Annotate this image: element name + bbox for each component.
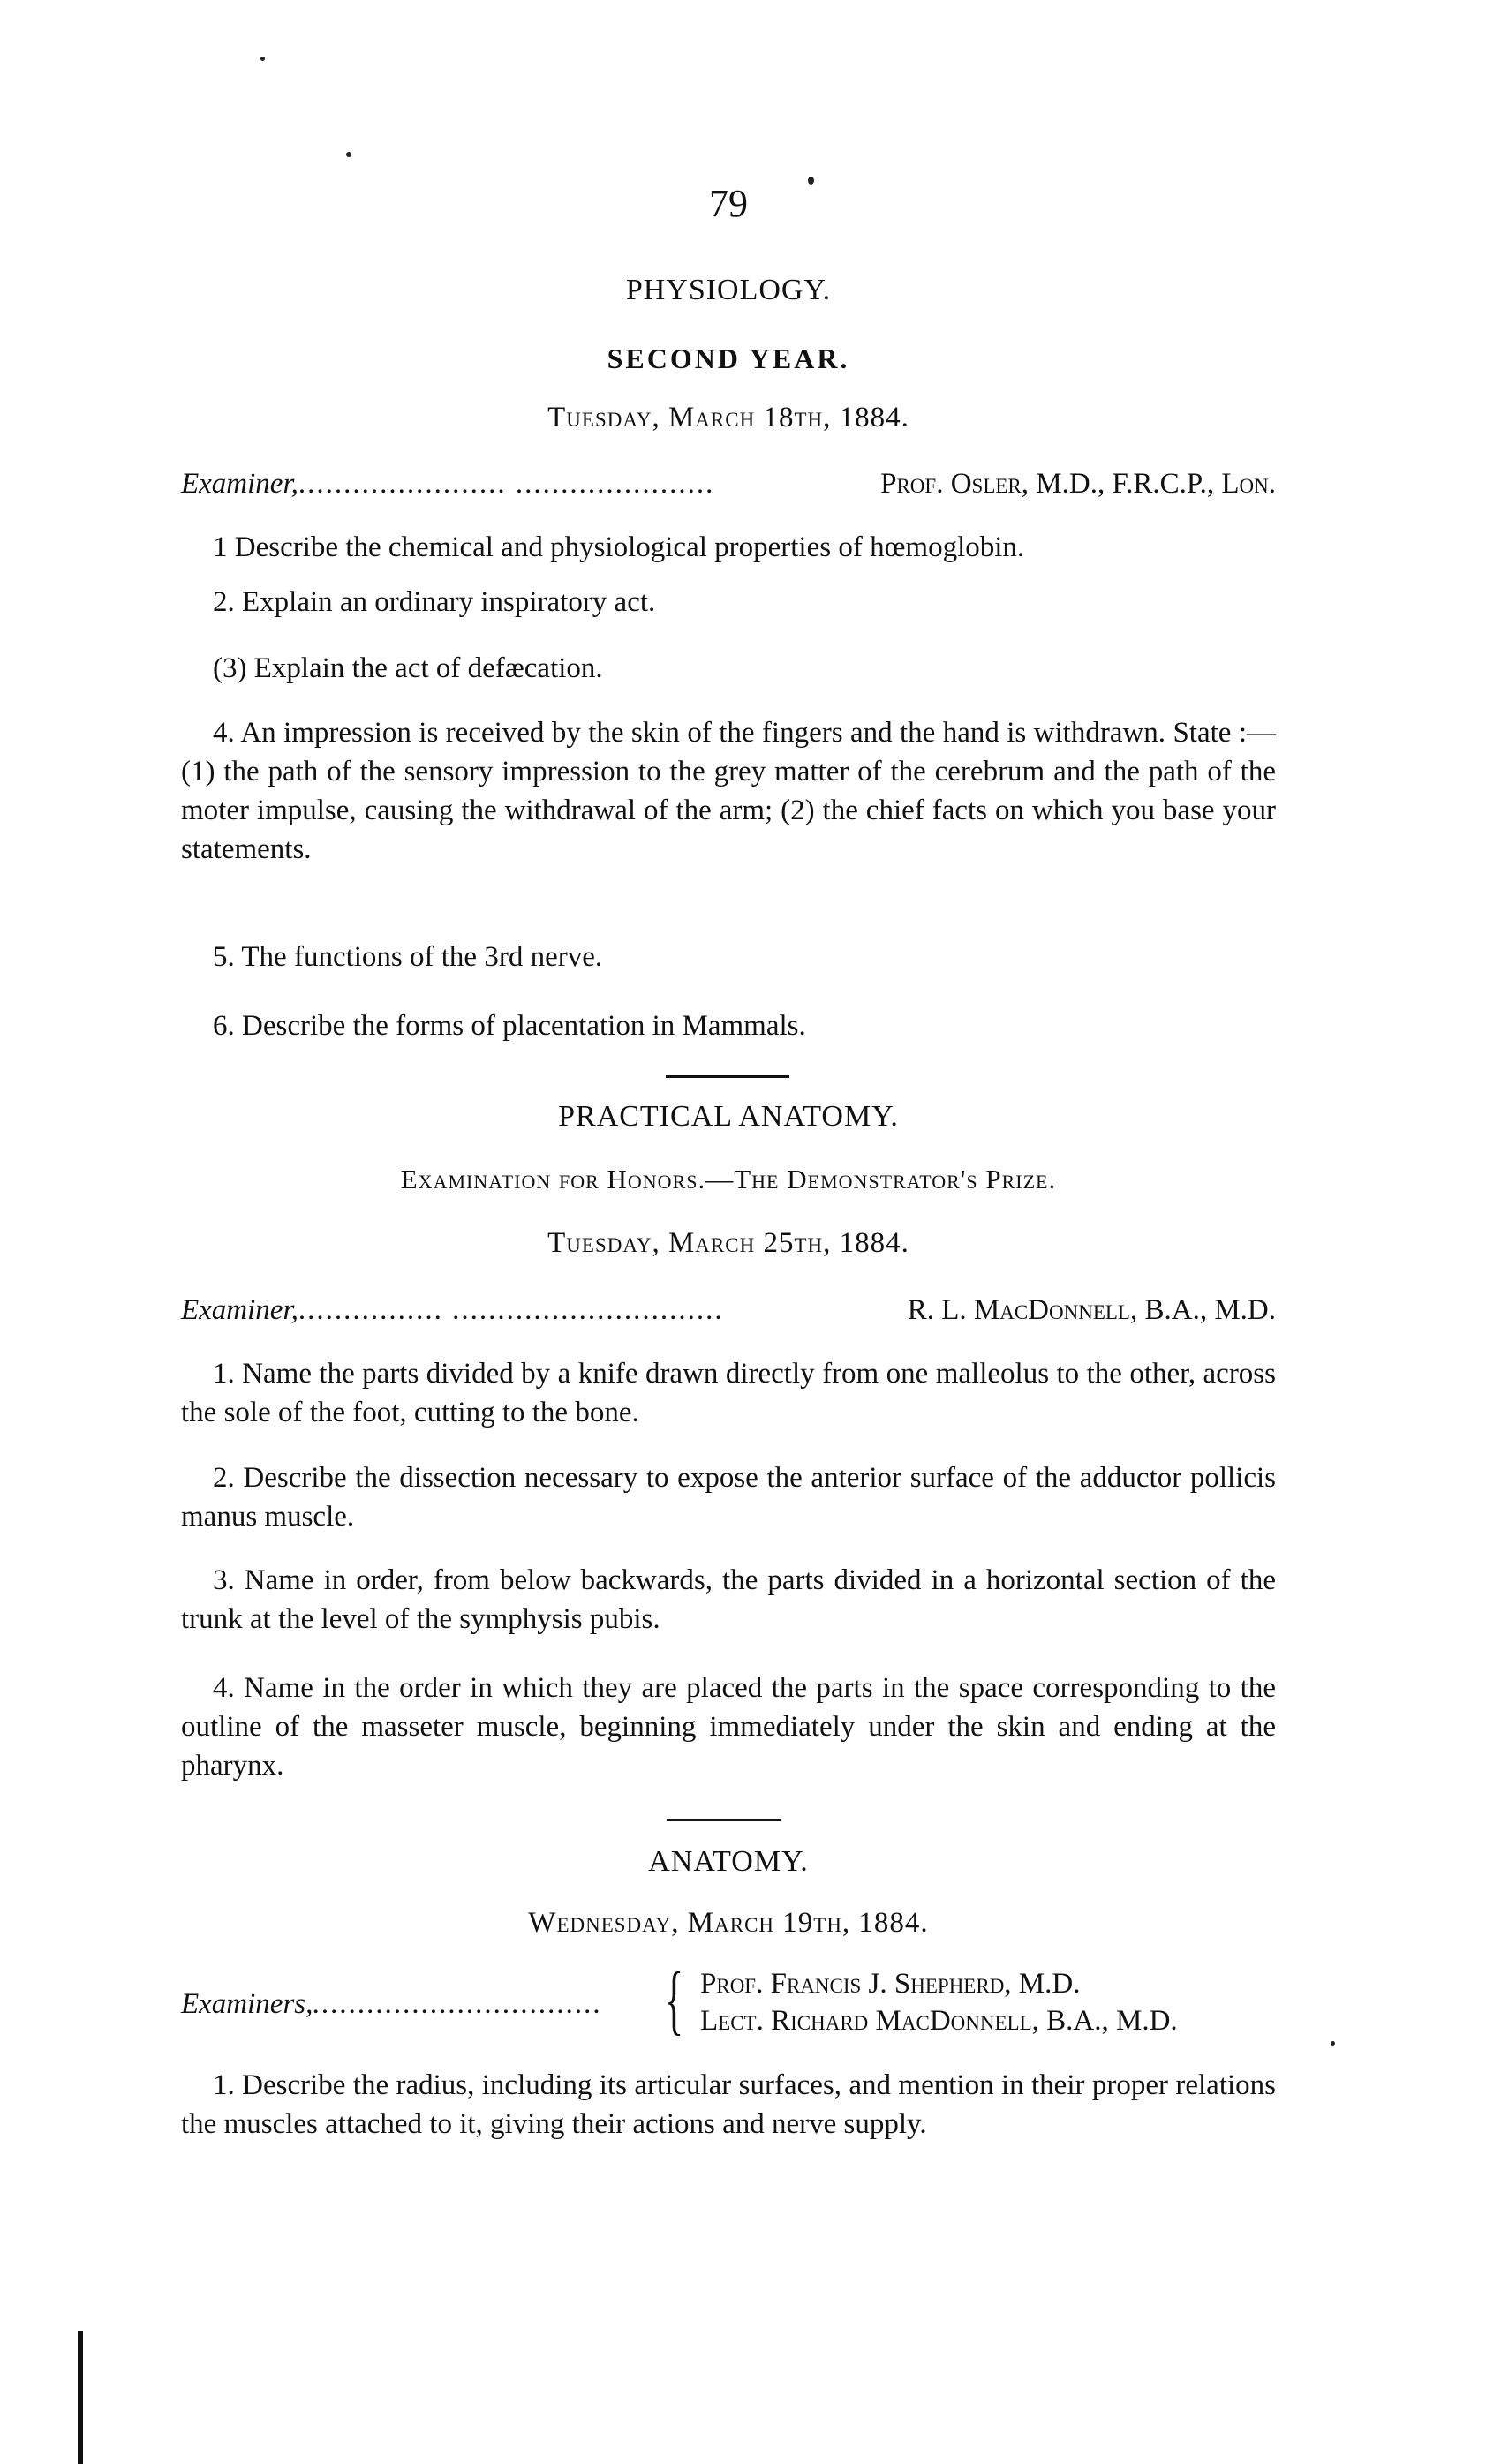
section-divider [667, 1819, 781, 1821]
question-physiology-6: 6. Describe the forms of placentation in Mammals. [213, 1010, 806, 1042]
examiner-name: R. L. MacDonnell, B.A., M.D. [907, 1294, 1276, 1326]
examiner-name-1: Prof. Francis J. Shepherd, M.D. [700, 1968, 1081, 2000]
examiner-names [700, 1965, 1178, 2039]
question-practical-anatomy-4: 4. Name in the order in which they are placed the parts in the space corresponding to the outline of the masseter muscle, beginning immediately under the skin and ending at the pharynx. [181, 1672, 1276, 1782]
examiner-label: Examiner, [181, 468, 298, 500]
scan-speck [346, 152, 351, 157]
examiners-label: Examiners,................................ [181, 1988, 603, 2020]
question-practical-anatomy-2: 2. Describe the dissection necessary to expose the anterior surface of the adductor pollicis manus muscle. [181, 1462, 1276, 1533]
binding-edge [78, 2331, 83, 2464]
section-subtitle-second-year: SECOND YEAR. [607, 343, 850, 374]
exam-date-anatomy: Wednesday, March 19th, 1884. [528, 1907, 929, 1939]
examiners-block-anatomy [181, 1957, 1276, 2045]
question-anatomy-1: 1. Describe the radius, including its articular surfaces, and mention in their proper relations the muscles attached to it, giving their actions and nerve supply. [181, 2069, 1276, 2140]
section-subtitle-honors: Examination for Honors.—The Demonstrator's Prize. [400, 1164, 1057, 1194]
leader-dots: ................ .............................. [298, 1294, 724, 1326]
page-number: 79 [709, 182, 748, 225]
question-physiology-2: 2. Explain an ordinary inspiratory act. [213, 586, 656, 618]
examiner-name: Prof. Osler, M.D., F.R.C.P., Lon. [880, 468, 1276, 500]
section-title-anatomy: ANATOMY. [648, 1845, 809, 1878]
section-title-practical-anatomy: PRACTICAL ANATOMY. [558, 1100, 899, 1133]
exam-date-physiology: Tuesday, March 18th, 1884. [547, 402, 909, 433]
examiner-label: Examiner, [181, 1294, 298, 1326]
brace-glyph: { [665, 1957, 684, 2043]
scan-speck [1331, 2041, 1335, 2046]
leader-dots: ....................... ...................... [298, 468, 715, 500]
examiner-line-practical-anatomy [181, 1294, 1276, 1327]
examiner-line-physiology [181, 468, 1276, 501]
scan-speck [260, 57, 265, 61]
section-title-physiology: PHYSIOLOGY. [625, 274, 832, 306]
question-physiology-4: 4. An impression is received by the skin of the fingers and the hand is withdrawn. State :—(1) the path of the sensory impression to the grey matter of the cerebrum and the path of the moter impulse, causing the withdrawal of the arm; (2) the chief facts on which you base your statements. [181, 717, 1276, 865]
question-practical-anatomy-3: 3. Name in order, from below backwards, the parts divided in a horizontal section of the trunk at the level of the symphysis pubis. [181, 1564, 1276, 1635]
examiner-name-2: Lect. Richard MacDonnell, B.A., M.D. [700, 2005, 1178, 2037]
question-physiology-5: 5. The functions of the 3rd nerve. [213, 941, 603, 973]
question-physiology-1: 1 Describe the chemical and physiological properties of hœmoglobin. [213, 531, 1025, 563]
question-practical-anatomy-1: 1. Name the parts divided by a knife drawn directly from one malleolus to the other, across the sole of the foot, cutting to the bone. [181, 1358, 1276, 1428]
question-physiology-3: (3) Explain the act of defæcation. [213, 652, 603, 684]
section-divider [666, 1075, 789, 1078]
exam-date-practical-anatomy: Tuesday, March 25th, 1884. [547, 1227, 909, 1259]
